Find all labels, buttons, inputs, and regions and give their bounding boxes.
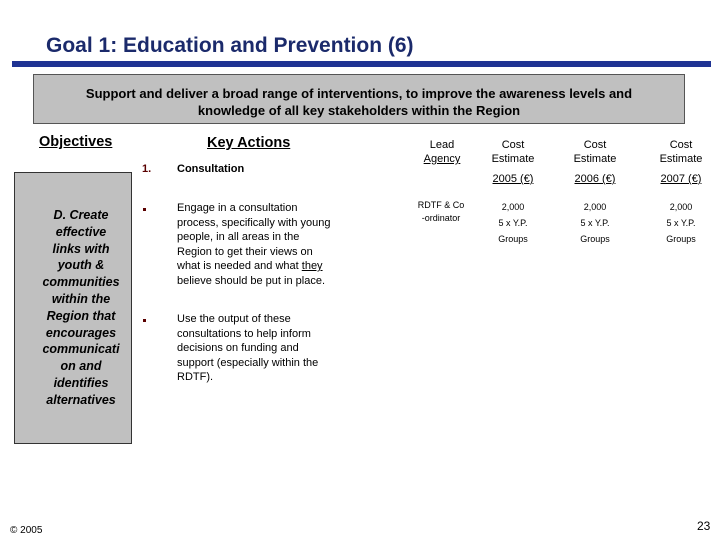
title-divider	[12, 61, 711, 67]
action-item	[177, 312, 362, 385]
header-line: Cost	[501, 139, 525, 151]
action-text-end: believe should be put in place.	[177, 274, 325, 287]
action-text: Use the output of these consultations to help inform decisions on funding and support (especially within the RDTF).	[177, 313, 319, 384]
goal-statement: Support and deliver a broad range of interventions, to improve the awareness levels and knowledge of all key stakeholders within the Region	[33, 74, 685, 124]
action-text: Engage in a consultation process, specifically with young people, in all areas in the Region to get their views on what is needed and what	[177, 202, 331, 273]
cost-2006-cell: 2,000 5 x Y.P. Groups	[580, 202, 610, 244]
header-line: Cost	[583, 139, 607, 151]
objectives-header: Objectives	[39, 134, 113, 150]
slide-title: Goal 1: Education and Prevention (6)	[46, 34, 414, 57]
header-year: 2007 (€)	[660, 173, 702, 185]
action-group-number: 1.	[142, 163, 152, 175]
cost-2005-cell: 2,000 5 x Y.P. Groups	[498, 202, 528, 244]
action-item	[177, 201, 362, 289]
header-year: 2005 (€)	[492, 173, 534, 185]
header-line: Cost	[669, 139, 693, 151]
cost-2007-header	[646, 138, 716, 186]
cost-2005-header	[478, 138, 548, 186]
header-line: Estimate	[659, 153, 703, 165]
header-year: 2006 (€)	[574, 173, 616, 185]
key-actions-header: Key Actions	[207, 135, 291, 151]
action-group-title: Consultation	[177, 163, 245, 175]
header-line: Estimate	[573, 153, 617, 165]
bullet-icon	[143, 319, 146, 322]
cost-2006-header	[560, 138, 630, 186]
action-emphasis: they	[301, 260, 323, 273]
cost-2007-cell: 2,000 5 x Y.P. Groups	[666, 202, 696, 244]
header-line: Agency	[423, 153, 461, 165]
lead-agency-cell: RDTF & Co -ordinator	[417, 200, 465, 223]
header-line: Estimate	[491, 153, 535, 165]
objective-text: D. Create effective links with youth & communities within the Region that encourages communicati on and identifies alternatives	[42, 208, 120, 407]
copyright: © 2005	[10, 525, 43, 536]
lead-agency-header	[410, 138, 474, 166]
page-number: 23	[697, 519, 711, 533]
bullet-icon	[143, 208, 146, 211]
header-line: Lead	[429, 139, 455, 151]
